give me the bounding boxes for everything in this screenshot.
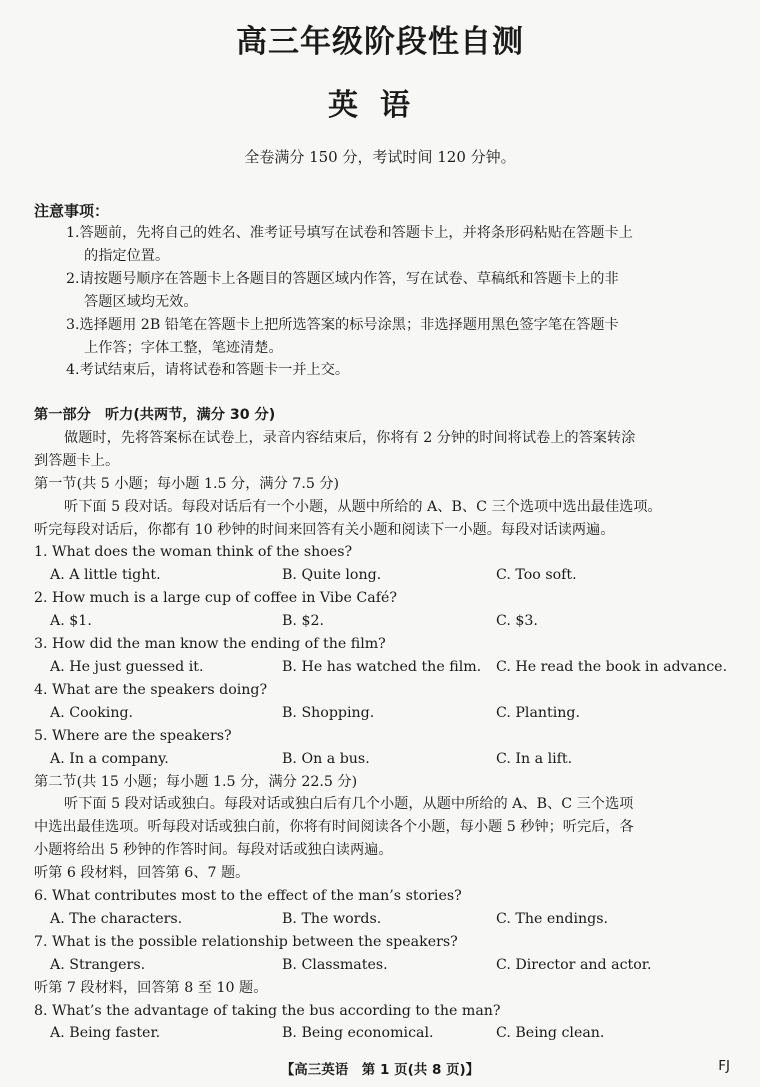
footer-code: FJ	[718, 1058, 730, 1074]
question-text: 6. What contributes most to the effect of the man’s stories?	[34, 888, 462, 905]
page-footer: 【高三英语 第 1 页(共 8 页)】	[280, 1062, 480, 1078]
option-a: A. $1.	[50, 613, 92, 630]
option-a: A. Cooking.	[50, 704, 134, 721]
option-a: A. Being faster.	[50, 1025, 161, 1042]
notice-line: 2.请按题号顺序在答题卡上各题目的答题区域内作答，写在试卷、草稿纸和答题卡上的非	[66, 270, 619, 287]
question-text: 5. Where are the speakers?	[34, 727, 232, 744]
section2-instructions: 中选出最佳选项。听每段对话或独白前，你将有时间阅读各个小题，每小题 5 秒钟；听完后，各	[34, 819, 634, 836]
option-a: A. Strangers.	[50, 956, 146, 973]
notice-line: 1.答题前，先将自己的姓名、准考证号填写在试卷和答题卡上，并将条形码粘贴在答题卡上	[66, 225, 633, 241]
part1-heading: 第一部分 听力(共两节，满分 30 分)	[34, 407, 276, 423]
question-options	[34, 564, 734, 587]
option-b: B. He has watched the film.	[282, 658, 482, 675]
option-b: B. Being economical.	[282, 1025, 434, 1042]
option-b: B. $2.	[282, 613, 325, 630]
option-a: A. A little tight.	[50, 567, 161, 584]
option-b: B. Quite long.	[282, 567, 382, 584]
option-b: B. Shopping.	[282, 704, 375, 721]
option-c: C. Planting.	[496, 704, 581, 721]
question-options	[34, 702, 734, 725]
option-b: B. On a bus.	[282, 750, 370, 767]
option-c: C. Too soft.	[496, 567, 577, 584]
question-options	[34, 908, 734, 931]
question-text: 2. How much is a large cup of coffee in Vibe Café?	[34, 590, 397, 607]
option-c: C. $3.	[496, 613, 538, 630]
notice-section	[34, 200, 734, 382]
exam-title: 高三年级阶段性自测	[236, 24, 524, 60]
notice-line: 上作答；字体工整，笔迹清楚。	[84, 339, 283, 356]
material-note: 听第 6 段材料，回答第 6、7 题。	[34, 865, 250, 882]
notice-line: 答题区域均无效。	[84, 293, 198, 310]
notice-line: 3.选择题用 2B 铅笔在答题卡上把所选答案的标号涂黑；非选择题用黑色签字笔在答题卡	[66, 316, 619, 333]
notice-line: 的指定位置。	[84, 247, 170, 264]
question-text: 3. How did the man know the ending of the film?	[34, 636, 386, 653]
question-text: 4. What are the speakers doing?	[34, 681, 268, 698]
option-c: C. Director and actor.	[496, 956, 652, 973]
notice-heading: 注意事项：	[34, 202, 110, 220]
option-b: B. Classmates.	[282, 956, 388, 973]
question-options	[34, 1022, 734, 1045]
exam-subject: 英语	[328, 88, 432, 123]
section1-instructions: 听完每段对话后，你都有 10 秒钟的时间来回答有关小题和阅读下一小题。每段对话读两遍。	[34, 521, 615, 538]
part1-intro: 到答题卡上。	[34, 452, 120, 469]
part1-section	[34, 404, 734, 1045]
section2-heading: 第二节(共 15 小题；每小题 1.5 分，满分 22.5 分)	[34, 773, 358, 790]
question-options	[34, 656, 734, 679]
option-a: A. In a company.	[50, 750, 169, 767]
full-score-note: 全卷满分 150 分，考试时间 120 分钟。	[244, 148, 516, 166]
question-options	[34, 610, 734, 633]
question-options	[34, 954, 734, 977]
question-text: 1. What does the woman think of the shoes?	[34, 544, 353, 561]
option-b: B. The words.	[282, 910, 382, 927]
section2-instructions: 听下面 5 段对话或独白。每段对话或独白后有几个小题，从题中所给的 A、B、C 三个选项	[64, 796, 634, 813]
option-c: C. He read the book in advance.	[496, 658, 728, 675]
question-options	[34, 748, 734, 771]
option-c: C. In a lift.	[496, 750, 573, 767]
option-a: A. The characters.	[50, 910, 183, 927]
part1-intro: 做题时，先将答案标在试卷上，录音内容结束后，你将有 2 分钟的时间将试卷上的答案转涂	[64, 429, 636, 446]
material-note: 听第 7 段材料，回答第 8 至 10 题。	[34, 979, 268, 996]
question-text: 8. What’s the advantage of taking the bus according to the man?	[34, 1002, 501, 1019]
section1-instructions: 听下面 5 段对话。每段对话后有一个小题，从题中所给的 A、B、C 三个选项中选出最佳选项。	[64, 498, 662, 515]
option-c: C. The endings.	[496, 910, 609, 927]
section2-instructions: 小题将给出 5 秒钟的作答时间。每段对话或独白读两遍。	[34, 842, 393, 859]
notice-line: 4.考试结束后，请将试卷和答题卡一并上交。	[66, 362, 350, 379]
option-a: A. He just guessed it.	[50, 658, 204, 675]
question-text: 7. What is the possible relationship between the speakers?	[34, 933, 458, 950]
section1-heading: 第一节(共 5 小题；每小题 1.5 分，满分 7.5 分)	[34, 475, 340, 492]
option-c: C. Being clean.	[496, 1025, 605, 1042]
